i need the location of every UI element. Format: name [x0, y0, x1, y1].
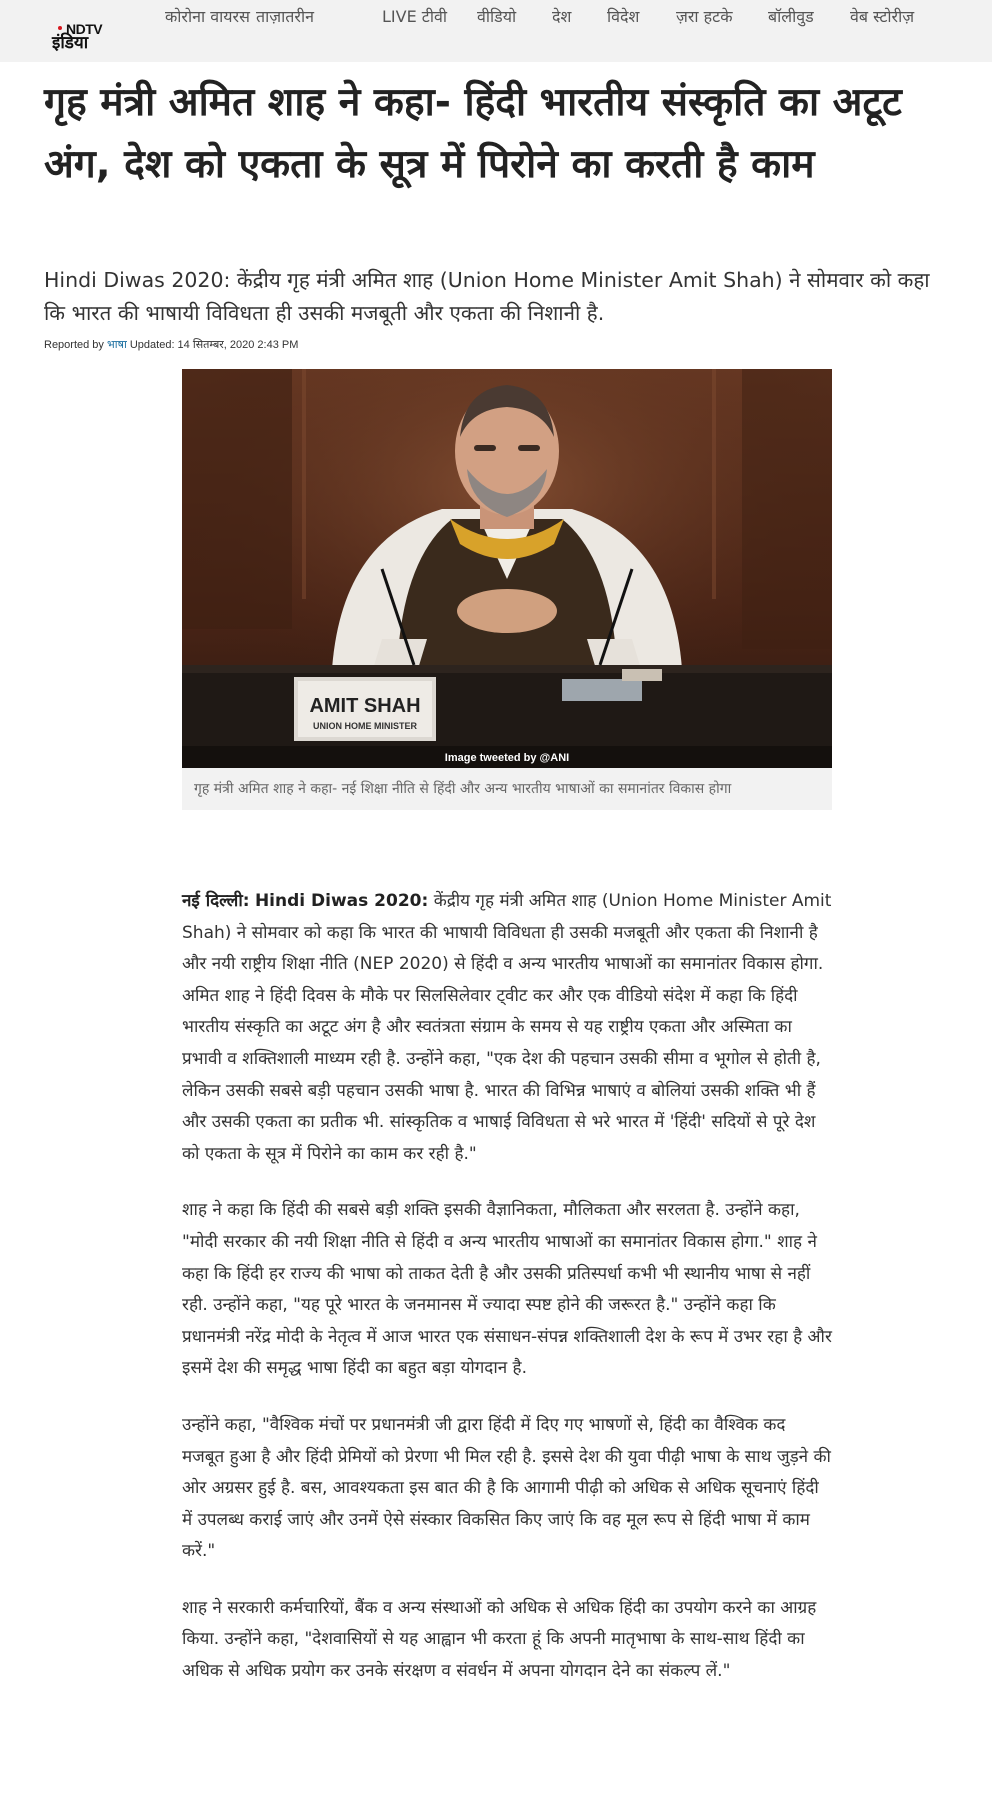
lead-tag: Hindi Diwas 2020: — [254, 891, 429, 911]
nav-item-corona[interactable]: कोरोना वायरस — [165, 7, 250, 26]
byline-updated: Updated: 14 सितम्बर, 2020 2:43 PM — [129, 339, 299, 351]
logo-india-text: इंडिया — [52, 33, 89, 53]
byline-reported-by: Reported by — [44, 339, 104, 351]
article-paragraph: उन्होंने कहा, "वैश्विक मंचों पर प्रधानमंत्री जी द्वारा हिंदी में दिए गए भाषणों से, हिंदी का वैश्विक कद मजबूत हुआ है और हिंदी प्रेमियों को प्रेरणा भी मिल रही है. इससे देश की युवा पीढ़ी भाषा के साथ जुड़ने की ओर अग्रसर हुई है. बस, आवश्यकता इस बात की है कि आगामी पीढ़ी को अधिक से अधिक सूचनाएं हिंदी में उपलब्ध कराई जाएं और उनमें ऐसे संस्कार विकसित किए जाएं कि वह मूल रूप से हिंदी भाषा में काम करें." — [182, 1414, 831, 1562]
article-byline — [44, 337, 298, 352]
nav-item-video[interactable]: वीडियो — [477, 7, 517, 26]
lead-dateline: नई दिल्ली: — [182, 891, 250, 911]
nav-item-india[interactable]: देश — [552, 7, 572, 26]
image-credit: Image tweeted by @ANI — [444, 752, 570, 764]
lead-text: केंद्रीय गृह मंत्री अमित शाह (Union Home Minister Amit Shah) ने सोमवार को कहा कि भारत की भाषायी विविधता ही उसकी मजबूती और एकता की निशानी है और नयी राष्ट्रीय शिक्षा नीति (NEP 2020) से हिंदी व अन्य भारतीय भाषाओं का समानांतर विकास होगा. अमित शाह ने हिंदी दिवस के मौके पर सिलसिलेवार ट्वीट कर और एक वीडियो संदेश में कहा कि हिंदी भारतीय संस्कृति का अटूट अंग है और स्वतंत्रता संग्राम के समय से यह राष्ट्रीय एकता और अस्मिता का प्रभावी व शक्तिशाली माध्यम रही है. उन्होंने कहा, "एक देश की पहचान उसकी सीमा व भूगोल से होती है, लेकिन उसकी सबसे बड़ी पहचान उसकी भाषा है. भारत की विभिन्न भाषाएं व बोलियां उसकी शक्ति भी हैं और उसकी एकता का प्रतीक भी. सांस्कृतिक व भाषाई विविधता से भरे भारत में 'हिंदी' सदियों से पूरे देश को एकता के सूत्र में पिरोने का काम कर रही है." — [182, 891, 832, 1164]
nav-item-bollywood[interactable]: बॉलीवुड — [768, 7, 814, 26]
byline-author-link[interactable]: भाषा — [107, 339, 127, 351]
article-paragraph: शाह ने सरकारी कर्मचारियों, बैंक व अन्य संस्थाओं को अधिक से अधिक हिंदी का उपयोग करने का आग्रह किया. उन्होंने कहा, "देशवासियों से यह आह्वान भी करता हूं कि अपनी मातृभाषा के साथ-साथ हिंदी का अधिक से अधिक प्रयोग कर उनके संरक्षण व संवर्धन में अपना योगदान देने का संकल्प लें." — [182, 1597, 817, 1682]
top-nav-bar — [0, 0, 992, 62]
nav-item-web-stories[interactable]: वेब स्टोरीज़ — [850, 7, 915, 26]
article-photo[interactable] — [182, 369, 832, 768]
article-lead-paragraph — [182, 886, 832, 1170]
image-caption: गृह मंत्री अमित शाह ने कहा- नई शिक्षा नीति से हिंदी और अन्य भारतीय भाषाओं का समानांतर विकास होगा — [194, 781, 732, 797]
nav-item-zara-hatke[interactable]: ज़रा हटके — [676, 7, 733, 26]
nav-item-live-tv[interactable]: LIVE टीवी — [382, 7, 448, 26]
article-body — [182, 886, 832, 1713]
article-paragraph: शाह ने कहा कि हिंदी की सबसे बड़ी शक्ति इसकी वैज्ञानिकता, मौलिकता और सरलता है. उन्होंने कहा, "मोदी सरकार की नयी शिक्षा नीति से हिंदी व अन्य भारतीय भाषाओं का समानांतर विकास होगा." शाह ने कहा कि हिंदी हर राज्य की भाषा को ताकत देती है और उसकी प्रतिस्पर्धा कभी भी स्थानीय भाषा से नहीं रही. उन्होंने कहा, "यह पूरे भारत के जनमानस में ज्यादा स्पष्ट होने की जरूरत है." उन्होंने कहा कि प्रधानमंत्री नरेंद्र मोदी के नेतृत्व में आज भारत एक संसाधन-संपन्न शक्तिशाली देश के रूप में उभर रहा है और इसमें देश की समृद्ध भाषा हिंदी का बहुत बड़ा योगदान है. — [182, 1200, 832, 1379]
article-figure — [182, 369, 832, 810]
logo-ndtv-text: NDTV — [66, 21, 103, 37]
nameplate-line2: UNION HOME MINISTER — [312, 721, 418, 731]
nameplate-line1: AMIT SHAH — [309, 695, 421, 717]
nav-item-latest[interactable]: ताज़ातरीन — [256, 7, 314, 26]
nav-item-world[interactable]: विदेश — [607, 7, 640, 26]
logo-dot — [58, 26, 62, 30]
ndtv-india-logo[interactable] — [52, 22, 122, 54]
article-summary: Hindi Diwas 2020: केंद्रीय गृह मंत्री अमित शाह (Union Home Minister Amit Shah) ने सोमवार को कहा कि भारत की भाषायी विविधता ही उसकी मजबूती और एकता की निशानी है. — [44, 268, 930, 325]
article-headline: गृह मंत्री अमित शाह ने कहा- हिंदी भारतीय संस्कृति का अटूट अंग, देश को एकता के सूत्र में पिरोने का करती है काम — [44, 80, 902, 187]
